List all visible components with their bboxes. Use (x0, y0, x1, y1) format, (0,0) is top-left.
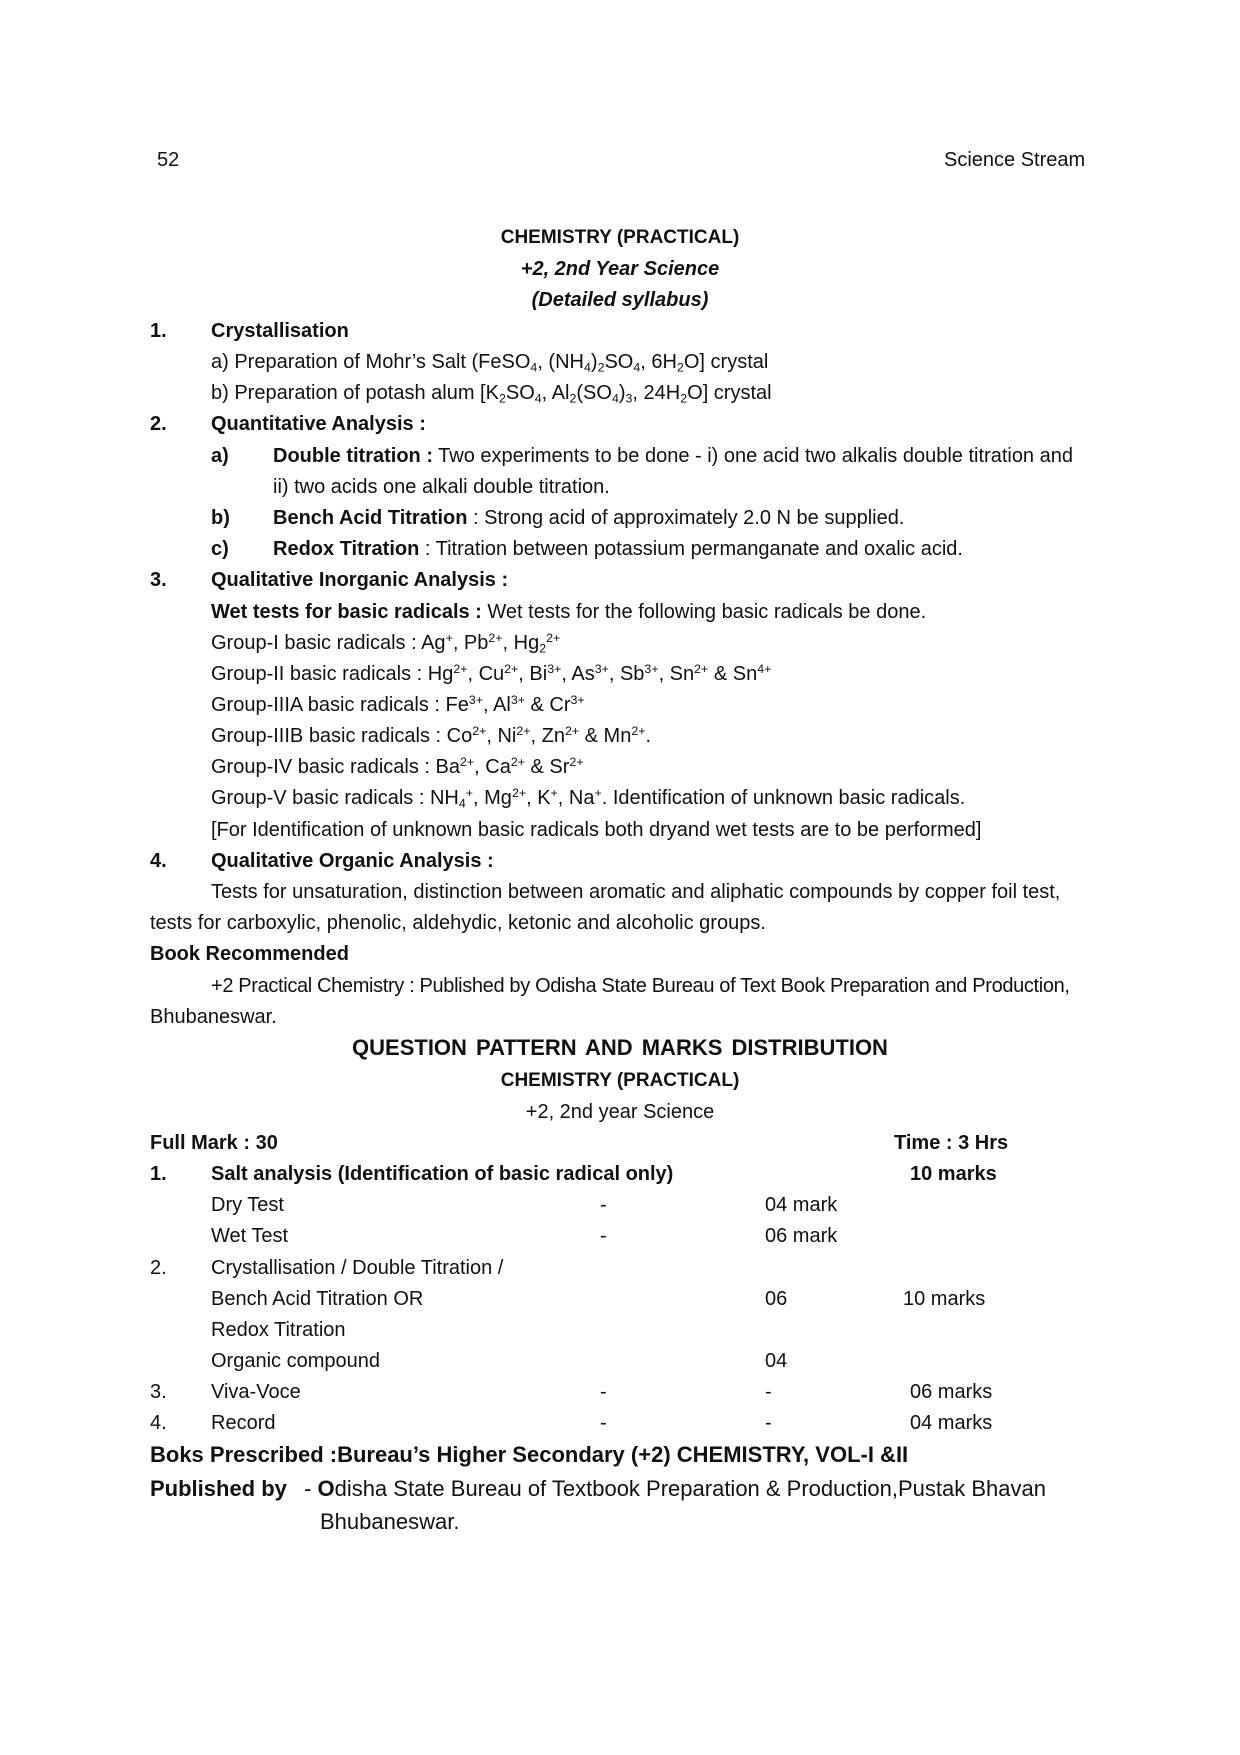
item-a-label: a) (211, 445, 229, 467)
q4-marks: 04 marks (910, 1412, 993, 1434)
group-iiia-radicals: Group-IIIA basic radicals : $Fe^{3+}$, $Al^{3+}$ & $Cr^{3+}$ (211, 693, 585, 716)
identification-note: [For Identification of unknown basic radicals both dryand wet tests are to be performed] (211, 819, 982, 841)
double-titration-continued: ii) two acids one alkali double titration. (273, 476, 610, 498)
q4-label: Record (211, 1412, 276, 1434)
q1-number: 1. (150, 1163, 167, 1185)
pattern-subtitle: CHEMISTRY (PRACTICAL) (500, 1070, 740, 1091)
book-recommended-line-1: +2 Practical Chemistry : Published by Odisha State Bureau of Text Book Preparation and Production, (211, 975, 1070, 997)
section-1-number: 1. (150, 320, 167, 342)
wet-test-dash: - (600, 1225, 607, 1247)
q3-dash-2: - (765, 1381, 772, 1403)
crystallisation-item-a: a) Preparation of Mohr’s Salt (FeSO$_4$, $(NH_4)_2SO_4$, $6H_2O$] crystal (211, 351, 769, 375)
dry-test-dash: - (600, 1194, 607, 1216)
group-ii-radicals: Group-II basic radicals : $Hg^{2+}$, $Cu^{2+}$, $Bi^{3+}$, $As^{3+}$, $Sb^{3+}$, $Sn^{2+}$ & $Sn^{4+}$ (211, 662, 772, 685)
group-i-radicals: Group-I basic radicals : Ag+, $Pb^{2+}$, $Hg_2^{2+}$ (211, 631, 561, 656)
q2-line-1: Crystallisation / Double Titration / (211, 1257, 504, 1279)
organic-tests-line-2: tests for carboxylic, phenolic, aldehydic, ketonic and alcoholic groups. (150, 912, 766, 934)
section-4-number: 4. (150, 850, 167, 872)
page-number: 52 (157, 149, 180, 171)
book-recommended-heading: Book Recommended (150, 943, 349, 965)
q2-number: 2. (150, 1257, 167, 1279)
item-c-label: c) (211, 538, 229, 560)
section-2-number: 2. (150, 413, 167, 435)
q2-line-2: Bench Acid Titration OR (211, 1288, 424, 1310)
double-titration-item: Double titration : Two experiments to be done - i) one acid two alkalis double titration and (273, 445, 1073, 467)
wet-test-mark: 06 mark (765, 1225, 838, 1247)
q3-marks: 06 marks (910, 1381, 993, 1403)
q3-label: Viva-Voce (211, 1381, 301, 1403)
q2-line-4: Organic compound (211, 1350, 380, 1372)
syllabus-subtitle: +2, 2nd Year Science (520, 258, 720, 280)
syllabus-title: CHEMISTRY (PRACTICAL) (500, 227, 740, 248)
q4-dash-1: - (600, 1412, 607, 1434)
item-b-label: b) (211, 507, 230, 529)
q2-line-2-mark: 06 (765, 1288, 788, 1310)
dry-test-mark: 04 mark (765, 1194, 838, 1216)
published-by-text: - Odisha State Bureau of Textbook Preparation & Production,Pustak Bhavan (304, 1476, 1046, 1501)
organic-tests-line-1: Tests for unsaturation, distinction between aromatic and aliphatic compounds by copper foil test, (211, 881, 1061, 903)
bench-acid-item: Bench Acid Titration : Strong acid of approximately 2.0 N be supplied. (273, 507, 905, 529)
running-header: Science Stream (944, 149, 1086, 171)
q2-total-marks: 10 marks (903, 1288, 986, 1310)
section-1-title: Crystallisation (211, 320, 349, 342)
q2-line-3: Redox Titration (211, 1319, 346, 1341)
q4-number: 4. (150, 1412, 167, 1434)
syllabus-subtitle-2: (Detailed syllabus) (531, 289, 709, 311)
q1-label: Salt analysis (Identification of basic radical only) (211, 1163, 674, 1185)
wet-tests-line: Wet tests for basic radicals : Wet tests for the following basic radicals be done. (211, 601, 927, 623)
q4-dash-2: - (765, 1412, 772, 1434)
section-4-title: Qualitative Organic Analysis : (211, 850, 494, 872)
crystallisation-item-b: b) Preparation of potash alum [$K_2SO_4$, $Al_2(SO_4)_3$, $24H_2O$] crystal (211, 382, 772, 406)
wet-test-label: Wet Test (211, 1225, 289, 1247)
time-allowed: Time : 3 Hrs (894, 1132, 1009, 1154)
q2-line-4-mark: 04 (765, 1350, 788, 1372)
pattern-subtitle-2: +2, 2nd year Science (525, 1101, 715, 1123)
dry-test-label: Dry Test (211, 1194, 284, 1216)
published-by-city: Bhubaneswar. (320, 1509, 460, 1534)
pattern-title: QUESTION PATTERN AND MARKS DISTRIBUTION (352, 1035, 888, 1060)
full-mark: Full Mark : 30 (150, 1132, 278, 1154)
q3-number: 3. (150, 1381, 167, 1403)
redox-item: Redox Titration : Titration between potassium permanganate and oxalic acid. (273, 538, 963, 560)
group-v-radicals: Group-V basic radicals : $NH_4^+$, $Mg^{2+}$, K+, Na+. Identification of unknown basic radicals. (211, 786, 966, 811)
section-3-number: 3. (150, 569, 167, 591)
group-iv-radicals: Group-IV basic radicals : $Ba^{2+}$, $Ca^{2+}$ & $Sr^{2+}$ (211, 755, 584, 778)
books-prescribed: Boks Prescribed :Bureau’s Higher Secondary (+2) CHEMISTRY, VOL-I &II (150, 1442, 909, 1467)
q1-marks: 10 marks (910, 1163, 997, 1185)
book-recommended-line-2: Bhubaneswar. (150, 1006, 277, 1028)
section-3-title: Qualitative Inorganic Analysis : (211, 569, 509, 591)
q3-dash-1: - (600, 1381, 607, 1403)
section-2-title: Quantitative Analysis : (211, 413, 426, 435)
group-iiib-radicals: Group-IIIB basic radicals : $Co^{2+}$, $Ni^{2+}$, $Zn^{2+}$ & $Mn^{2+}$. (211, 724, 652, 747)
published-by-label: Published by (150, 1476, 287, 1501)
